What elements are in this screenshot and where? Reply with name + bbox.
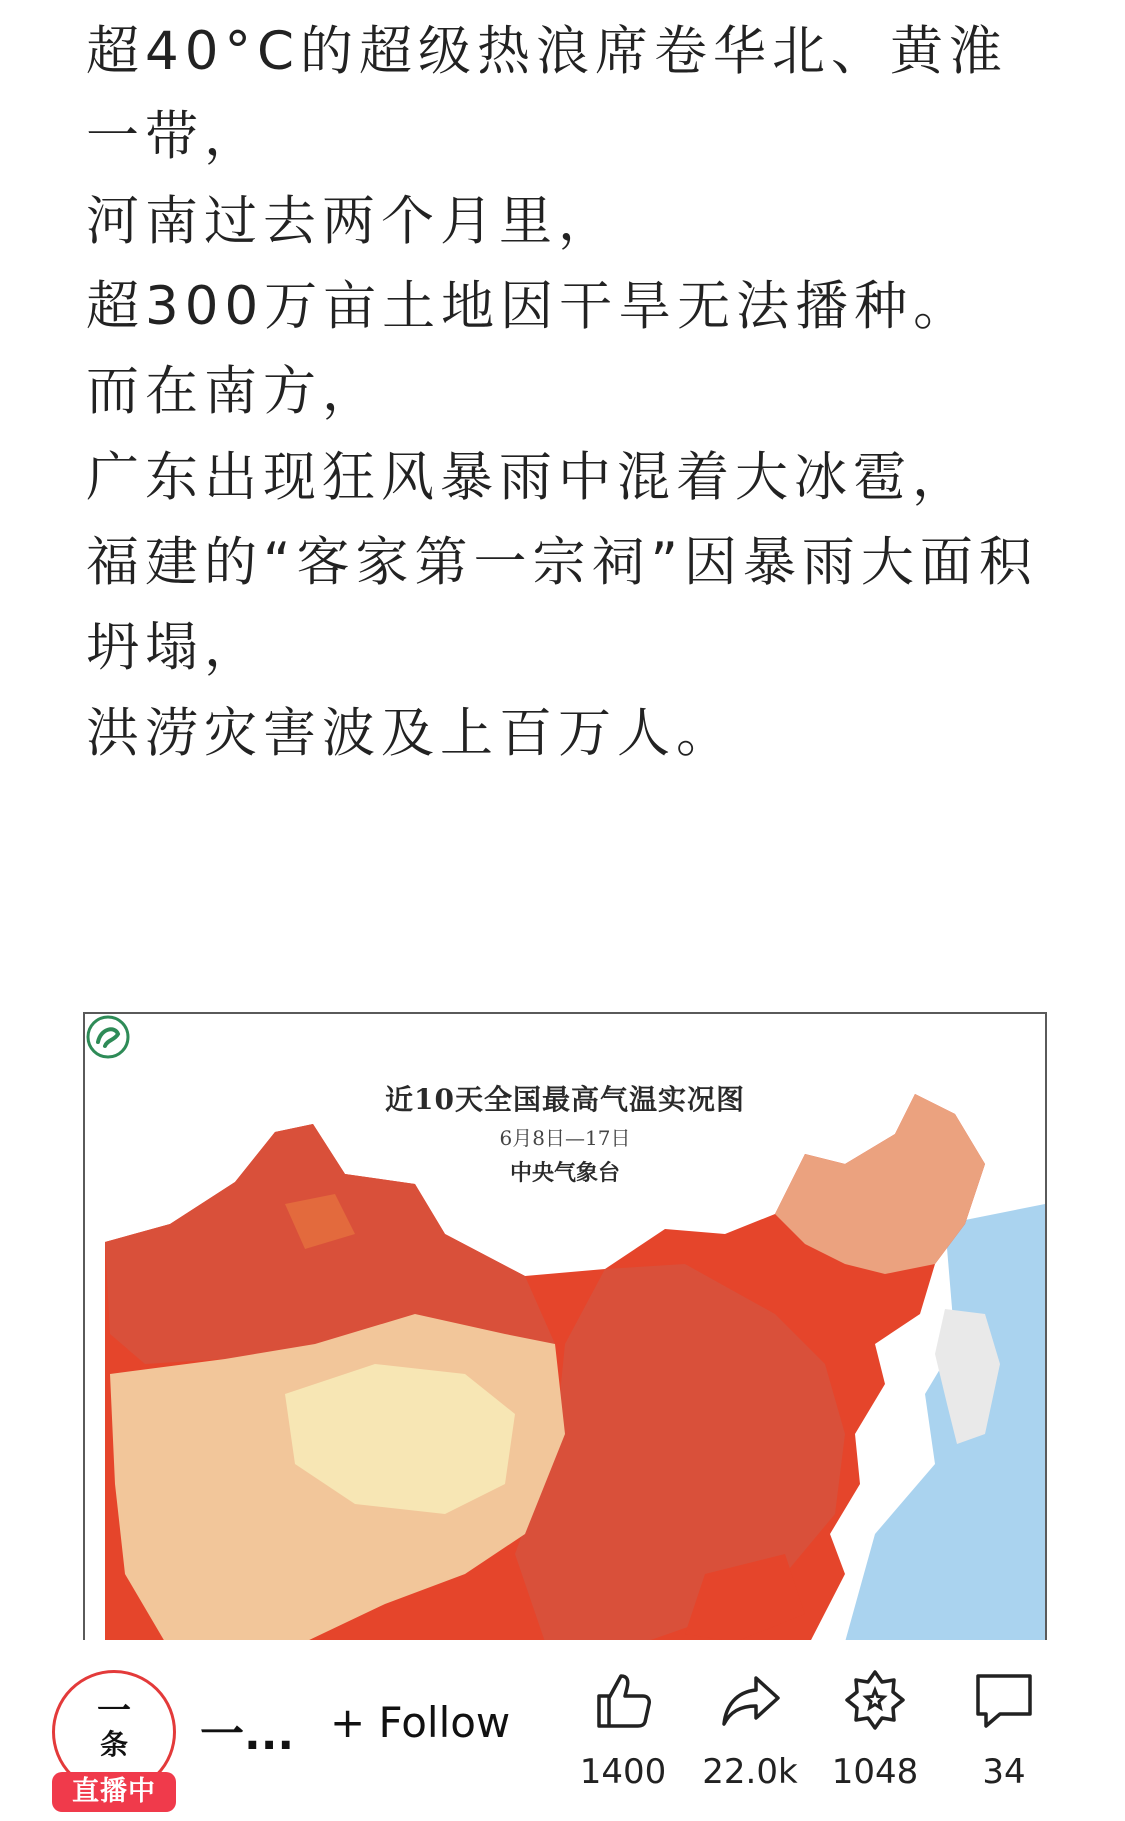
map-source: 中央气象台 <box>509 1160 620 1186</box>
article-line: 福建的“客家第一宗祠”因暴雨大面积 <box>86 532 1038 593</box>
article-line: 超40°C的超级热浪席卷华北、黄淮 <box>86 21 1008 82</box>
article-line: 坍塌， <box>86 617 263 678</box>
comment-icon <box>972 1668 1036 1732</box>
author-avatar[interactable] <box>50 1670 182 1820</box>
live-badge[interactable]: 直播中 <box>52 1772 176 1812</box>
map-title: 近10天全国最高气温实况图 <box>385 1083 745 1116</box>
article-line: 一带， <box>86 106 263 167</box>
avatar-line2: 条 <box>99 1728 128 1761</box>
star-badge-icon <box>843 1668 907 1732</box>
comment-count: 34 <box>982 1752 1026 1792</box>
comment-button[interactable] <box>944 1668 1064 1798</box>
article-line: 河南过去两个月里， <box>86 191 617 252</box>
avatar-line1: 一 <box>97 1691 131 1731</box>
share-count: 22.0k <box>702 1752 798 1792</box>
bottom-action-bar <box>0 1640 1125 1821</box>
thumbs-up-icon <box>591 1668 655 1732</box>
follow-button[interactable]: + Follow <box>330 1698 511 1747</box>
favorite-count: 1048 <box>831 1752 919 1792</box>
like-count: 1400 <box>579 1752 667 1792</box>
article-line: 超300万亩土地因干旱无法播种。 <box>86 276 973 337</box>
temperature-map-image[interactable] <box>83 1012 1047 1642</box>
cma-logo-icon <box>85 1014 131 1060</box>
map-date-range: 6月8日—17日 <box>499 1126 631 1150</box>
article-line: 广东出现狂风暴雨中混着大冰雹， <box>86 447 971 508</box>
share-icon <box>718 1668 782 1732</box>
article-line: 洪涝灾害波及上百万人。 <box>86 703 735 764</box>
favorite-button[interactable] <box>815 1668 935 1798</box>
like-button[interactable] <box>563 1668 683 1798</box>
article-line: 而在南方， <box>86 361 381 422</box>
share-button[interactable] <box>690 1668 810 1798</box>
author-name[interactable]: 一... <box>200 1709 295 1760</box>
